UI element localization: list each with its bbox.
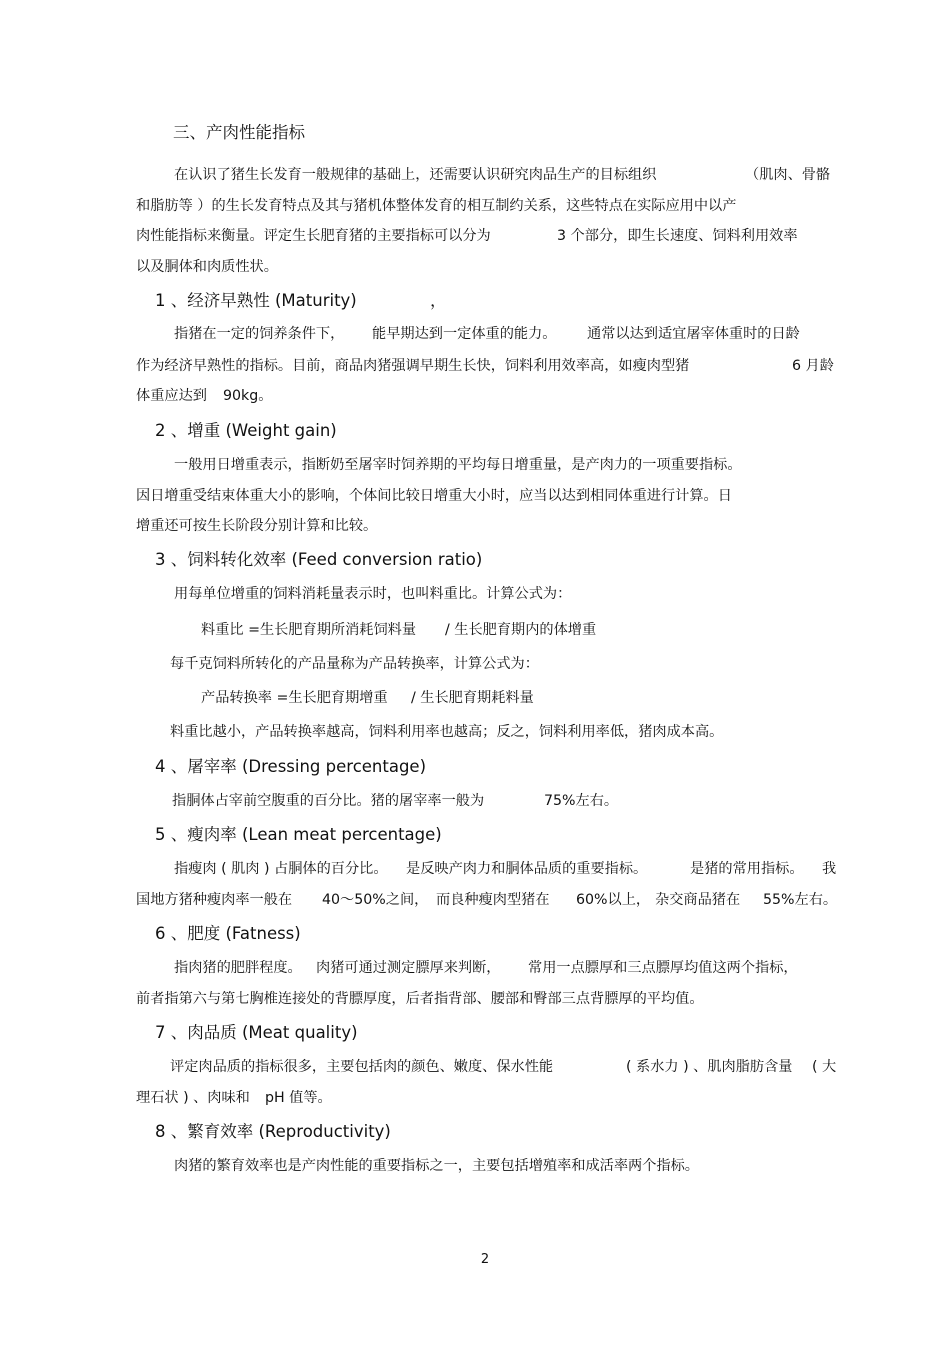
intro-line-4: 以及胴体和肉质性状。 [136, 259, 278, 275]
formula-product-conversion: 产品转换率 =生长肥育期增重 [201, 690, 388, 706]
para-line: 75%左右。 [544, 793, 619, 809]
para-line: pH 值等。 [265, 1090, 332, 1106]
para-line: 料重比越小，产品转换率越高，饲料利用率也越高；反之，饲料利用率低，猪肉成本高。 [170, 724, 724, 740]
para-line: 指胴体占宰前空腹重的百分比。猪的屠宰率一般为 [172, 793, 485, 809]
section-heading: 2 、增重 (Weight gain) [155, 421, 337, 440]
para-line: 常用一点膘厚和三点膘厚均值这两个指标， [528, 960, 798, 976]
para-line: 国地方猪种瘦肉率一般在 [136, 892, 293, 908]
intro-line-3: 肉性能指标来衡量。评定生长肥育猪的主要指标可以分为 [136, 228, 491, 244]
para-line: 体重应达到 [136, 388, 207, 404]
para-line: 60%以上， [576, 892, 651, 908]
section-heading: 8 、繁育效率 (Reproductivity) [155, 1122, 391, 1141]
para-line: 评定肉品质的指标很多，主要包括肉的颜色、嫩度、保水性能 [170, 1059, 554, 1075]
page-title: 三、产肉性能指标 [173, 123, 305, 142]
para-line: 一般用日增重表示，指断奶至屠宰时饲养期的平均每日增重量，是产肉力的一项重要指标。 [174, 457, 742, 473]
para-line: 杂交商品猪在 [655, 892, 741, 908]
para-line: 作为经济早熟性的指标。目前，商品肉猪强调早期生长快，饲料利用效率高，如瘦肉型猪 [136, 358, 690, 374]
para-line: 指猪在一定的饲养条件下， [174, 326, 345, 342]
intro-line-3b: 3 个部分，即生长速度、饲料利用效率 [557, 228, 798, 244]
para-line: 是猪的常用指标。 [690, 861, 804, 877]
para-line: 通常以达到适宜屠宰体重时的日龄 [587, 326, 800, 342]
section-heading: 4 、屠宰率 (Dressing percentage) [155, 757, 427, 776]
formula-product-conversion-b: / 生长肥育期耗料量 [411, 690, 534, 706]
section-heading: 5 、瘦肉率 (Lean meat percentage) [155, 825, 442, 844]
intro-line-1: 在认识了猪生长发育一般规律的基础上，还需要认识研究肉品生产的目标组织 [174, 167, 657, 183]
page-number: 2 [480, 1252, 490, 1267]
formula-feed-gain: 料重比 =生长肥育期所消耗饲料量 [201, 622, 417, 638]
para-line: 而良种瘦肉型猪在 [436, 892, 550, 908]
intro-line-2: 和脂肪等 ）的生长发育特点及其与猪机体整体发育的相互制约关系，这些特点在实际应用中以产 [136, 198, 737, 214]
para-line: 因日增重受结束体重大小的影响，个体间比较日增重大小时，应当以达到相同体重进行计算。日 [136, 488, 732, 504]
para-line: 每千克饲料所转化的产品量称为产品转换率，计算公式为： [170, 656, 539, 672]
para-line: 我 [822, 861, 837, 877]
formula-feed-gain-b: / 生长肥育期内的体增重 [445, 622, 597, 638]
para-line: 肉猪可通过测定膘厚来判断， [316, 960, 501, 976]
section-heading: 6 、肥度 (Fatness) [155, 924, 301, 943]
para-line: 指肉猪的肥胖程度。 [174, 960, 302, 976]
section-heading: 7 、肉品质 (Meat quality) [155, 1023, 358, 1042]
para-line: 用每单位增重的饲料消耗量表示时，也叫料重比。计算公式为： [174, 586, 572, 602]
para-line: 55%左右。 [763, 892, 838, 908]
para-line: 6 月龄 [792, 358, 834, 374]
para-line: 90kg。 [223, 388, 273, 404]
para-line: 肉猪的繁育效率也是产肉性能的重要指标之一，主要包括增殖率和成活率两个指标。 [174, 1158, 699, 1174]
para-line: ( 大 [812, 1059, 837, 1075]
para-line: 40～50%之间， [322, 892, 429, 908]
section-heading: 3 、饲料转化效率 (Feed conversion ratio) [155, 550, 483, 569]
section-heading: 1 、经济早熟性 (Maturity) [155, 291, 357, 310]
para-line: 能早期达到一定体重的能力。 [372, 326, 557, 342]
intro-line-1b: （肌肉、骨骼 [745, 167, 831, 183]
heading-comma: ， [430, 291, 447, 310]
para-line: 指瘦肉 ( 肌肉 ) 占胴体的百分比。 [174, 861, 388, 877]
para-line: 是反映产肉力和胴体品质的重要指标。 [406, 861, 648, 877]
para-line: ( 系水力 ) 、肌肉脂肪含量 [626, 1059, 793, 1075]
para-line: 前者指第六与第七胸椎连接处的背膘厚度，后者指背部、腰部和臀部三点背膘厚的平均值。 [136, 991, 704, 1007]
para-line: 增重还可按生长阶段分别计算和比较。 [136, 518, 378, 534]
para-line: 理石状 ) 、肉味和 [136, 1090, 250, 1106]
